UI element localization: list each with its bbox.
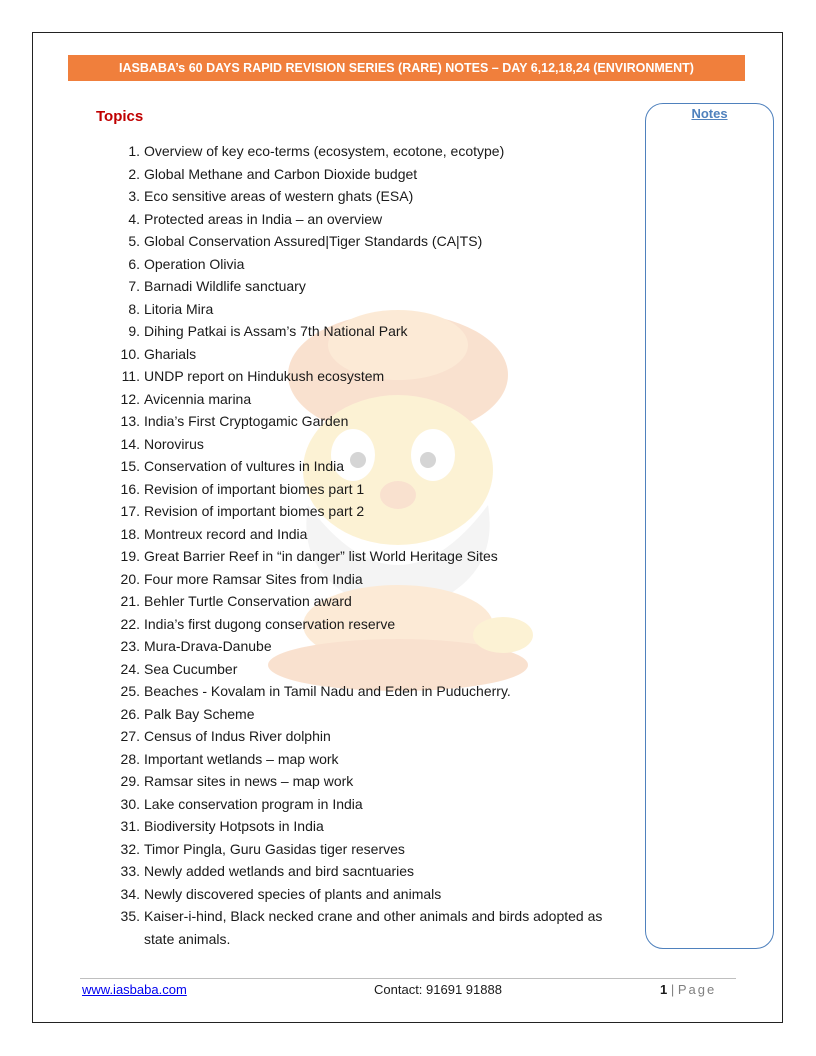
list-item-number: 28.: [120, 750, 140, 767]
list-item-number: 34.: [120, 885, 140, 902]
list-item-text: Sea Cucumber: [144, 660, 238, 677]
list-item-text: Protected areas in India – an overview: [144, 210, 383, 227]
list-item-number: 27.: [120, 728, 140, 744]
list-item-text: India’s First Cryptogamic Garden: [144, 413, 349, 429]
list-item-number: 22.: [120, 615, 140, 632]
list-item-number: 19.: [120, 548, 140, 564]
list-item-text: Biodiversity Hotpsots in India: [144, 818, 324, 834]
list-item-text: Barnadi Wildlife sanctuary: [144, 278, 306, 294]
header-banner: IASBABA’s 60 DAYS RAPID REVISION SERIES (RARE) NOTES – DAY 6,12,18,24 (ENVIRONMENT): [68, 55, 745, 81]
list-item-text: Great Barrier Reef in “in danger” list World Heritage Sites: [144, 548, 498, 564]
list-item: [110, 590, 630, 613]
topics-list: [110, 140, 630, 950]
list-item: [110, 275, 630, 298]
list-item-text: Revision of important biomes part 2: [144, 503, 365, 519]
list-item: [110, 838, 630, 861]
page-label: Page: [677, 982, 717, 997]
list-item: [110, 253, 630, 276]
list-item: [110, 163, 630, 186]
list-item: [110, 725, 630, 748]
list-item-text: Timor Pingla, Guru Gasidas tiger reserves: [144, 840, 405, 857]
list-item-number: 11.: [121, 368, 140, 384]
list-item-number: 24.: [120, 660, 140, 677]
list-item-number: 18.: [120, 525, 140, 542]
list-item-number: 31.: [120, 818, 140, 834]
list-item-number: 8.: [128, 300, 140, 317]
list-item: [110, 568, 630, 591]
list-item-text: Newly added wetlands and bird sacntuaries: [144, 863, 415, 879]
list-item: [110, 478, 630, 501]
list-item-number: 32.: [120, 840, 140, 857]
list-item-text: Overview of key eco-terms (ecosystem, ecotone, ecotype): [144, 143, 505, 159]
list-item: [110, 793, 630, 816]
list-item-text: Global Methane and Carbon Dioxide budget: [144, 165, 418, 182]
page-number: 1: [660, 982, 668, 997]
list-item-text: Beaches - Kovalam in Tamil Nadu and Eden in Puducherry.: [144, 683, 511, 699]
page-separator: |: [670, 982, 675, 997]
list-item-text: Palk Bay Scheme: [144, 705, 255, 722]
list-item-text: Dihing Patkai is Assam’s 7th National Park: [144, 323, 408, 339]
topics-heading: Topics: [96, 108, 144, 125]
list-item-text: Newly discovered species of plants and animals: [144, 885, 442, 902]
list-item-number: 14.: [120, 435, 140, 452]
list-item-text: Kaiser-i-hind, Black necked crane and other animals and birds adopted as state animals.: [144, 908, 603, 947]
list-item-number: 5.: [128, 233, 140, 249]
list-item: [110, 320, 630, 343]
list-item-text: India’s first dugong conservation reserve: [144, 615, 396, 632]
list-item: [110, 613, 630, 636]
list-item: [110, 185, 630, 208]
list-item-number: 16.: [120, 480, 140, 497]
list-item: [110, 703, 630, 726]
list-item-number: 29.: [120, 773, 140, 789]
list-item-number: 12.: [120, 390, 140, 407]
notes-box: [645, 103, 774, 949]
list-item-number: 26.: [120, 705, 140, 722]
list-item-number: 30.: [120, 795, 140, 812]
list-item: [110, 388, 630, 411]
notes-title: Notes: [691, 106, 728, 121]
list-item: [110, 905, 630, 950]
footer-page-indicator: [660, 982, 716, 997]
list-item-number: 9.: [128, 323, 140, 339]
list-item-number: 33.: [120, 863, 140, 879]
footer-divider: [80, 978, 736, 979]
list-item-number: 25.: [120, 683, 140, 699]
list-item-number: 35.: [120, 908, 140, 924]
list-item-text: Census of Indus River dolphin: [144, 728, 331, 744]
list-item-number: 13.: [120, 413, 140, 429]
list-item-text: Operation Olivia: [144, 255, 245, 272]
list-item: [110, 343, 630, 366]
list-item: [110, 208, 630, 231]
list-item-text: Gharials: [144, 345, 197, 362]
list-item-text: Behler Turtle Conservation award: [144, 593, 352, 609]
list-item: [110, 140, 630, 163]
list-item-number: 17.: [120, 503, 140, 519]
footer-contact: Contact: 91691 91888: [374, 982, 502, 997]
list-item: [110, 770, 630, 793]
list-item: [110, 860, 630, 883]
list-item-text: Global Conservation Assured|Tiger Standards (CA|TS): [144, 233, 483, 249]
list-item-number: 23.: [120, 638, 140, 654]
footer-website-link[interactable]: www.iasbaba.com: [82, 982, 187, 997]
list-item: [110, 658, 630, 681]
list-item: [110, 748, 630, 771]
list-item-text: Ramsar sites in news – map work: [144, 773, 354, 789]
list-item-number: 2.: [128, 165, 140, 182]
list-item-text: Norovirus: [144, 435, 204, 452]
list-item: [110, 365, 630, 388]
list-item-text: Avicennia marina: [144, 390, 252, 407]
list-item-number: 6.: [128, 255, 140, 272]
list-item-text: Lake conservation program in India: [144, 795, 363, 812]
list-item: [110, 410, 630, 433]
list-item: [110, 500, 630, 523]
list-item-text: UNDP report on Hindukush ecosystem: [144, 368, 385, 384]
list-item-text: Eco sensitive areas of western ghats (ESA): [144, 188, 414, 204]
list-item-text: Revision of important biomes part 1: [144, 480, 365, 497]
list-item-number: 15.: [120, 458, 140, 474]
list-item-number: 7.: [128, 278, 140, 294]
list-item: [110, 455, 630, 478]
list-item-number: 1.: [128, 143, 140, 159]
list-item-number: 20.: [120, 570, 140, 587]
list-item-number: 21.: [120, 593, 140, 609]
list-item: [110, 433, 630, 456]
list-item-number: 4.: [128, 210, 140, 227]
list-item: [110, 815, 630, 838]
list-item-text: Litoria Mira: [144, 300, 214, 317]
list-item-number: 10.: [120, 345, 140, 362]
list-item: [110, 883, 630, 906]
list-item-text: Mura-Drava-Danube: [144, 638, 272, 654]
list-item-text: Conservation of vultures in India: [144, 458, 344, 474]
list-item-text: Important wetlands – map work: [144, 750, 339, 767]
list-item: [110, 523, 630, 546]
list-item: [110, 230, 630, 253]
list-item-text: Four more Ramsar Sites from India: [144, 570, 363, 587]
list-item-text: Montreux record and India: [144, 525, 308, 542]
list-item: [110, 298, 630, 321]
list-item-number: 3.: [128, 188, 140, 204]
list-item: [110, 545, 630, 568]
list-item: [110, 680, 630, 703]
list-item: [110, 635, 630, 658]
